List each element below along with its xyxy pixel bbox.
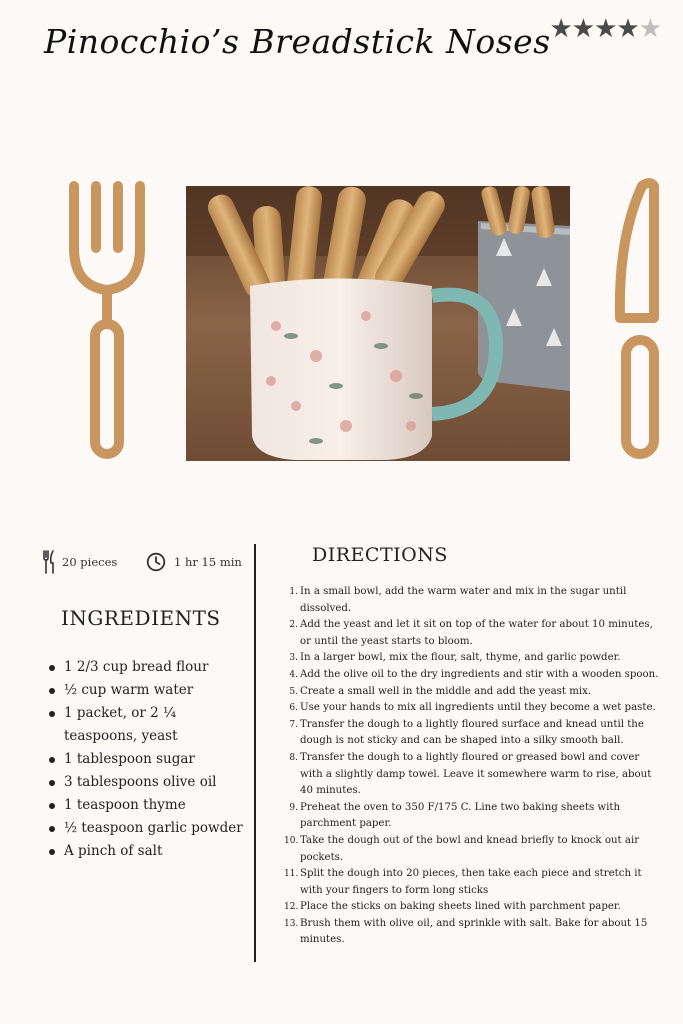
servings-value: 20 pieces — [62, 555, 118, 569]
breadsticks-in-mugs-image — [186, 186, 570, 461]
step-text: Take the dough out of the bowl and knead briefly to knock out air pockets. — [300, 834, 640, 863]
step-number: 8. — [289, 752, 298, 763]
step-text: Add the yeast and let it sit on top of the water for about 10 minutes, or until the yeast starts to bloom. — [300, 619, 653, 647]
step-text: Brush them with olive oil, and sprinkle with salt. Bake for about 15 minutes. — [300, 917, 648, 946]
star-empty-icon: ★ — [638, 14, 661, 44]
step-number: 1. — [289, 587, 298, 597]
direction-step — [284, 617, 660, 650]
step-number: 3. — [289, 653, 298, 664]
step-number: 6. — [289, 703, 298, 714]
direction-step — [284, 833, 660, 866]
utensils-icon — [42, 550, 56, 574]
servings-meta — [42, 550, 117, 574]
star-filled-icon: ★ — [571, 14, 595, 44]
star-filled-icon: ★ — [594, 14, 617, 44]
ingredient-item: ½ teaspoon garlic powder — [44, 817, 250, 840]
step-number: 2. — [289, 620, 298, 631]
direction-step — [284, 899, 660, 916]
direction-step — [284, 717, 660, 750]
ingredient-item: 1 2/3 cup bread flour — [44, 656, 250, 679]
directions-heading: DIRECTIONS — [312, 544, 448, 566]
column-divider — [254, 544, 256, 962]
ingredient-item: 1 teaspoon thyme — [44, 794, 250, 817]
step-text: Transfer the dough to a lightly floured or greased bowl and cover with a slightly damp towel. Leave it somewhere warm to rise, about 40 minutes. — [300, 751, 652, 797]
step-text: Split the dough into 20 pieces, then take each piece and stretch it with your fingers to form long sticks — [300, 868, 642, 896]
direction-step — [284, 800, 660, 833]
step-number: 12. — [284, 902, 299, 913]
step-text: Create a small well in the middle and add the yeast mix. — [300, 685, 592, 697]
direction-step — [284, 684, 660, 701]
step-number: 9. — [289, 802, 298, 813]
directions-list — [284, 584, 660, 949]
recipe-title: Pinocchio’s Breadstick Noses — [44, 22, 551, 61]
ingredient-item: 1 packet, or 2 ¼ teaspoons, yeast — [44, 702, 250, 748]
recipe-photo — [186, 186, 570, 461]
step-number: 10. — [284, 835, 299, 846]
direction-step — [284, 866, 660, 899]
time-value: 1 hr 15 min — [174, 555, 242, 569]
step-text: Use your hands to mix all ingredients until they become a wet paste. — [300, 702, 656, 714]
clock-icon — [146, 552, 166, 572]
fork-icon — [64, 178, 150, 464]
ingredients-heading: INGREDIENTS — [61, 606, 221, 630]
step-text: In a larger bowl, mix the flour, salt, thyme, and garlic powder. — [300, 652, 621, 664]
ingredients-list — [44, 656, 250, 863]
star-rating — [549, 14, 661, 44]
direction-step — [284, 667, 660, 684]
step-number: 5. — [289, 686, 298, 697]
ingredient-item: 1 tablespoon sugar — [44, 748, 250, 771]
step-number: 4. — [289, 669, 298, 680]
direction-step — [284, 584, 660, 617]
direction-step — [284, 750, 660, 800]
direction-step — [284, 700, 660, 717]
step-text: Preheat the oven to 350 F/175 C. Line two baking sheets with parchment paper. — [300, 801, 621, 830]
step-number: 13. — [284, 918, 299, 929]
knife-icon — [612, 178, 664, 464]
star-filled-icon: ★ — [549, 14, 572, 44]
step-text: Place the sticks on baking sheets lined with parchment paper. — [300, 901, 621, 913]
step-text: Transfer the dough to a lightly floured surface and knead until the dough is not sticky and can be shaped into a silky smooth ball. — [300, 718, 644, 747]
direction-step — [284, 916, 660, 949]
time-meta — [146, 552, 242, 572]
step-text: Add the olive oil to the dry ingredients and stir with a wooden spoon. — [300, 668, 659, 680]
step-text: In a small bowl, add the warm water and mix in the sugar until dissolved. — [300, 586, 627, 614]
step-number: 11. — [284, 869, 299, 880]
direction-step — [284, 650, 660, 667]
ingredient-item: 3 tablespoons olive oil — [44, 771, 250, 794]
star-filled-icon: ★ — [616, 14, 639, 44]
ingredient-item: A pinch of salt — [44, 840, 250, 863]
ingredient-item: ½ cup warm water — [44, 679, 250, 702]
step-number: 7. — [289, 719, 298, 730]
